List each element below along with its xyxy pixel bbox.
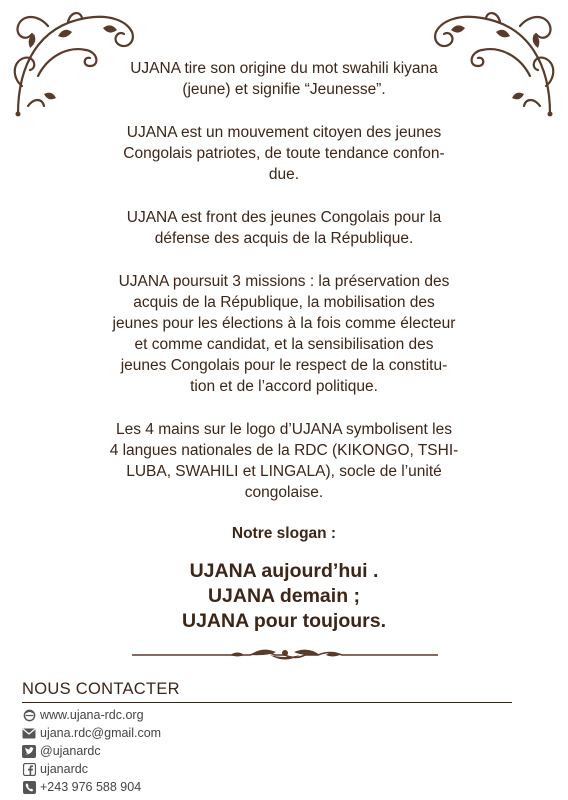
text-line: UJANA poursuit 3 missions : la préservation des — [118, 273, 450, 290]
text-line: et comme candidat, et la sensibilisation des — [134, 336, 434, 353]
text-line: 4 langues nationales de la RDC (KIKONGO, TSHI- — [109, 442, 459, 459]
contact-title: NOUS CONTACTER — [22, 680, 512, 703]
text-line: due. — [268, 166, 300, 183]
text-line: défense des acquis de la République. — [154, 230, 414, 247]
email-icon — [22, 726, 36, 740]
text-line: Les 4 mains sur le logo d’UJANA symbolisent les — [116, 421, 452, 438]
contact-facebook[interactable] — [22, 760, 512, 778]
web-icon — [22, 708, 36, 722]
contact-email-text: ujana.rdc@gmail.com — [40, 726, 162, 740]
text-line: (jeune) et signifie “Jeunesse”. — [182, 81, 386, 98]
contact-twitter-text: @ujanardc — [40, 744, 101, 758]
contact-website[interactable] — [22, 706, 512, 724]
main-text — [40, 58, 528, 634]
text-line: acquis de la République, la mobilisation des — [133, 294, 435, 311]
contact-phone[interactable] — [22, 778, 512, 796]
text-line: congolaise. — [244, 484, 324, 501]
text-line: jeunes pour les élections à la fois comme électeur — [112, 315, 456, 332]
slogan-line: UJANA demain ; — [207, 585, 361, 607]
text-line: UJANA tire son origine du mot swahili kiyana — [130, 60, 438, 77]
text-line: jeunes Congolais pour le respect de la constitu- — [120, 357, 448, 374]
contact-phone-text: +243 976 588 904 — [40, 780, 142, 794]
facebook-icon — [22, 762, 36, 776]
paragraph-front — [40, 207, 528, 249]
contact-section — [22, 680, 512, 796]
paragraph-missions — [40, 271, 528, 397]
slogan — [40, 559, 528, 634]
text-line: LUBA, SWAHILI et LINGALA), socle de l’unité — [126, 463, 442, 480]
ornamental-divider — [130, 644, 440, 666]
phone-icon — [22, 780, 36, 794]
contact-twitter[interactable] — [22, 742, 512, 760]
paragraph-origin — [40, 58, 528, 100]
text-line: UJANA est front des jeunes Congolais pour la — [126, 209, 442, 226]
text-line: tion et de l’accord politique. — [190, 378, 378, 395]
slogan-line: UJANA aujourd’hui . — [189, 560, 379, 582]
contact-facebook-text: ujanardc — [40, 762, 88, 776]
slogan-label: Notre slogan : — [231, 525, 337, 542]
paragraph-movement — [40, 122, 528, 185]
contact-website-text: www.ujana-rdc.org — [40, 708, 144, 722]
paragraph-logo — [40, 419, 528, 503]
text-line: Congolais patriotes, de toute tendance confon- — [123, 145, 445, 162]
slogan-line: UJANA pour toujours. — [181, 610, 387, 632]
contact-email[interactable] — [22, 724, 512, 742]
text-line: UJANA est un mouvement citoyen des jeunes — [126, 124, 442, 141]
twitter-icon — [22, 744, 36, 758]
